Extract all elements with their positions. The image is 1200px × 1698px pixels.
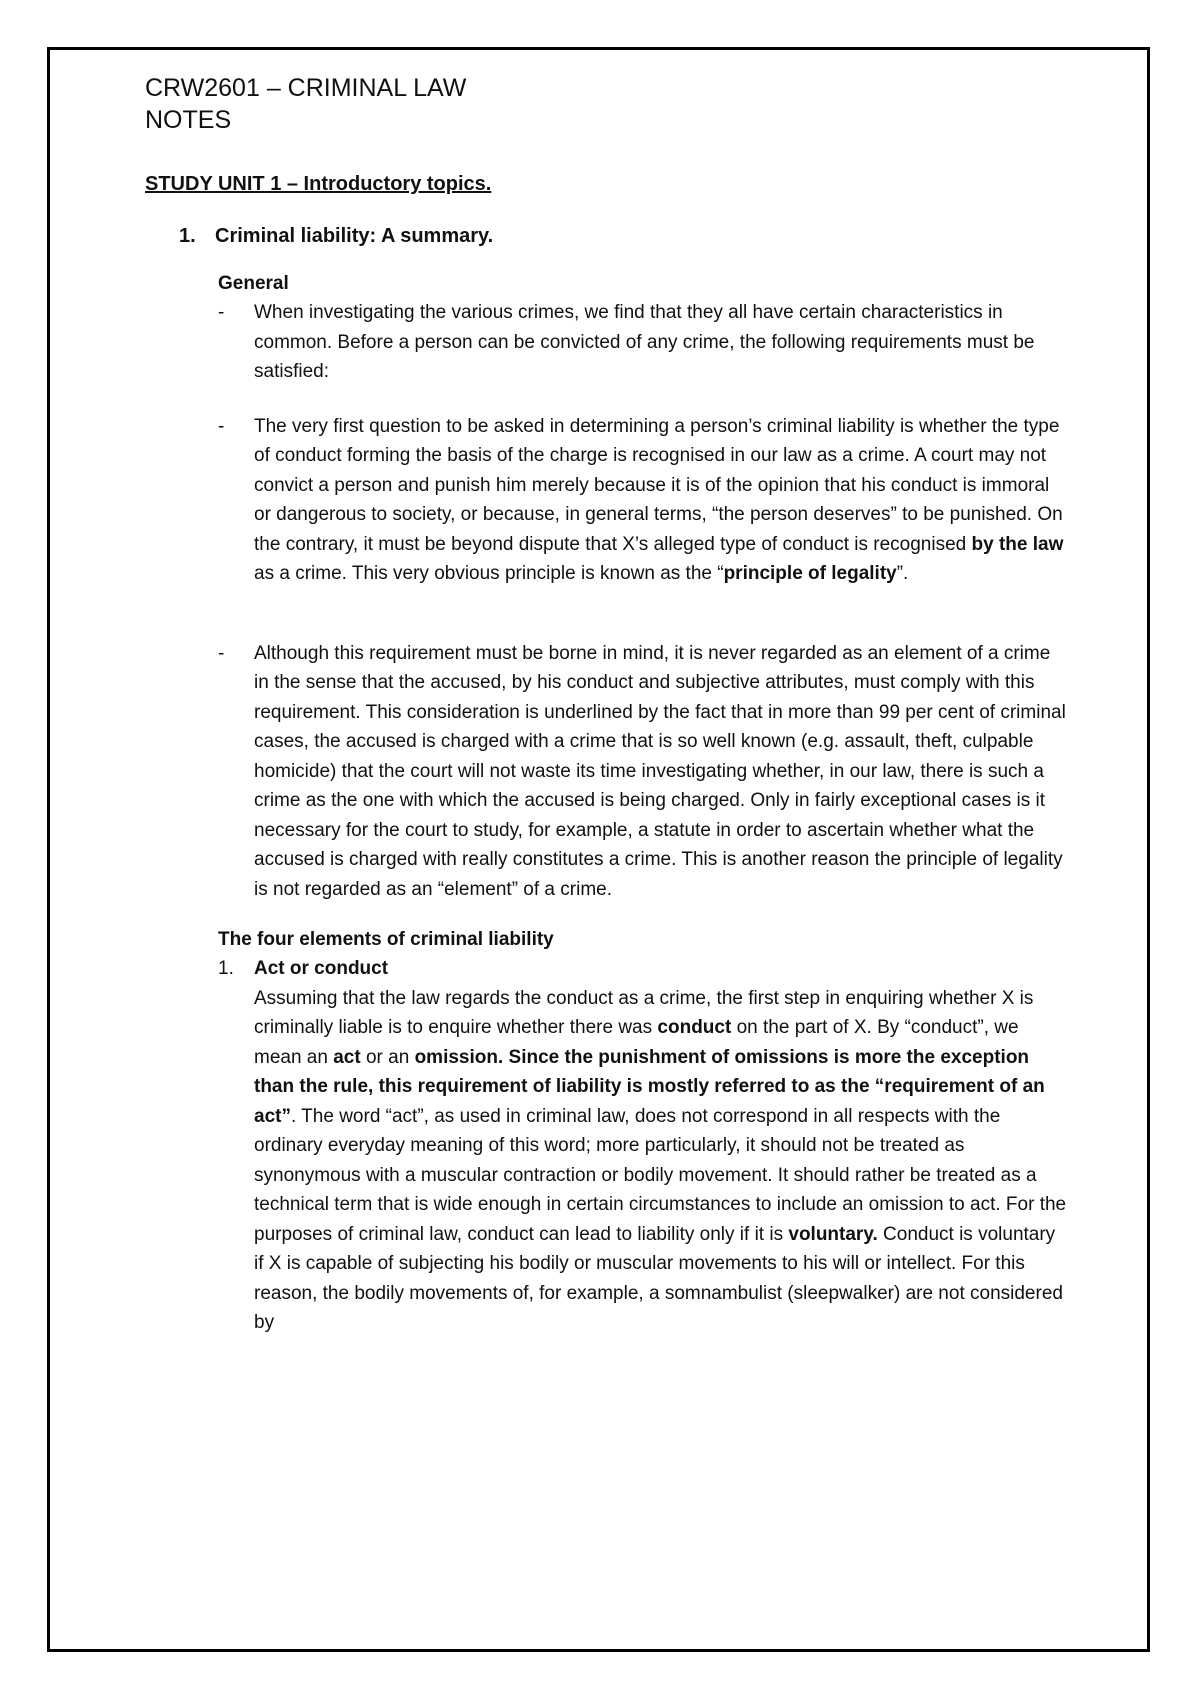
text-run: Conduct is voluntary if X is capable of subjecting his bodily or muscular movements to his will or intellect. For this reason, the bodily movements of, for example, a somnambulist (sleepwalker) are not considered by (254, 1223, 1063, 1333)
title-line-1: CRW2601 – CRIMINAL LAW (145, 74, 467, 102)
element-number: 1. (218, 958, 234, 979)
text-run: or an (360, 1046, 415, 1068)
bold-text-run: principle of legality (723, 563, 897, 584)
element-item-act (218, 954, 1075, 1338)
study-unit-heading: STUDY UNIT 1 – Introductory topics. (145, 173, 492, 195)
text-run: as a crime. This very obvious principle is known as the “ (254, 563, 724, 584)
bullet-dash: - (218, 302, 225, 323)
bold-text-run: conduct (657, 1017, 732, 1038)
element-paragraph (254, 984, 1069, 1338)
bold-text-run: by the law (971, 533, 1064, 555)
title-line-2: NOTES (145, 106, 232, 134)
four-elements-heading: The four elements of criminal liability (218, 929, 554, 950)
bullet-dash: - (218, 415, 225, 437)
bold-text-run: act (333, 1046, 361, 1068)
text-run: The very first question to be asked in determining a person’s criminal liability is whether the type of conduct forming the basis of the charge is recognised in our law as a crime. A court may not convict a person and punish him merely because it is of the opinion that his conduct is immoral or dangerous to society, or because, in general terms, “the person deserves” to be punished. On the contrary, it must be beyond dispute that X’s alleged type of conduct is recognised (254, 415, 1063, 555)
bold-text-run: voluntary. (788, 1223, 878, 1245)
text-run: on the part of X. By “conduct”, we mean an (254, 1017, 1019, 1068)
section-title: Criminal liability: A summary. (215, 225, 494, 247)
text-run: . The word “act”, as used in criminal law, does not correspond in all respects with the ordinary everyday meaning of this word; more particularly, it should not be treated as synonymous with a muscular contraction or bodily movement. It should rather be treated as a technical term that is wide enough in certain circumstances to include an omission to act. For the purposes of criminal law, conduct can lead to liability only if it is (254, 1105, 1067, 1245)
general-heading: General (218, 273, 289, 294)
bullet-text: Although this requirement must be borne in mind, it is never regarded as an element of a crime in the sense that the accused, by his conduct and subjective attributes, must comply with this requirement. This consideration is underlined by the fact that in more than 99 per cent of criminal cases, the accused is charged with a crime that is so well known (e.g. assault, theft, culpable homicide) that the court will not waste its time investigating whether, in our law, there is such a crime as the one with which the accused is being charged. Only in fairly exceptional cases is it necessary for the court to study, for example, a statute in order to ascertain whether what the accused is charged with really constitutes a crime. This is another reason the principle of legality is not regarded as an “element” of a crime. (254, 642, 1066, 900)
bullet-dash: - (218, 642, 225, 664)
text-run: ”. (896, 563, 909, 584)
element-title: Act or conduct (254, 958, 389, 979)
document-body (145, 72, 1075, 1338)
section-heading (179, 222, 1075, 250)
bullet-item (218, 639, 1075, 905)
section-number: 1. (179, 225, 196, 247)
text-run: Assuming that the law regards the conduct as a crime, the first step in enquiring whether X is criminally liable is to enquire whether there was (254, 987, 1034, 1038)
bullet-item (218, 412, 1075, 589)
element-body (254, 954, 1069, 1338)
bullet-text (254, 412, 1069, 589)
bullet-item (218, 298, 1075, 387)
bold-text-run: omission. Since the punishment of omissions is more the exception than the rule, this requirement of liability is mostly referred to as the “requirement of an act” (254, 1046, 1045, 1127)
bullet-text: When investigating the various crimes, we find that they all have certain characteristics in common. Before a person can be convicted of any crime, the following requirements must be satisfied: (254, 302, 1035, 382)
document-title (145, 72, 1075, 136)
